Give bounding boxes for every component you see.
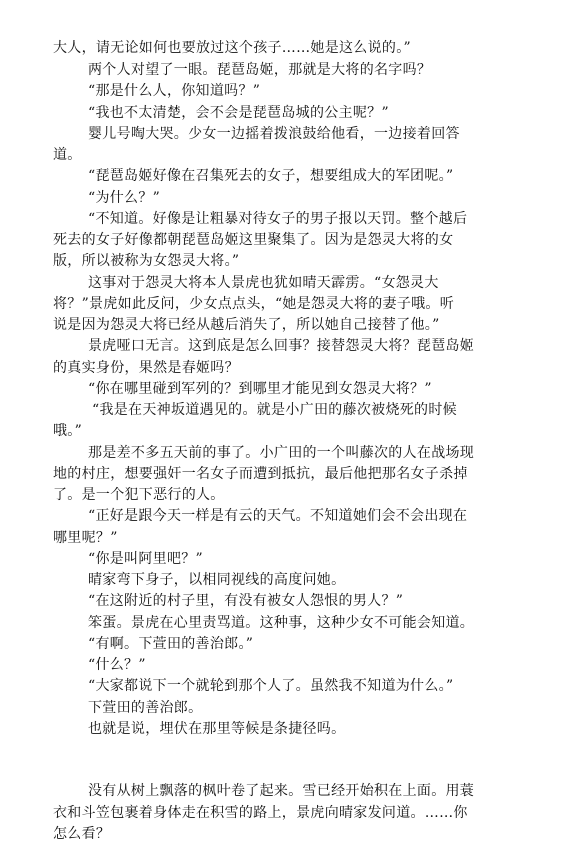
text-line: 这事对于怨灵大将本人景虎也犹如晴天霹雳。“女怨灵大 [88,275,439,291]
text-line: 哪里呢？” [53,530,118,546]
text-line: “琵琶岛姬好像在召集死去的女子，想要组成大的军团呢。” [88,168,454,184]
text-line: “什么？” [88,657,146,673]
text-line: “我是在天神坂道遇见的。就是小广田的藤次被烧死的时候 [92,402,457,418]
text-line: 笨蛋。景虎在心里责骂道。这种事，这种少女不可能会知道。 [88,615,475,631]
text-line: 死去的女子好像都朝琵琶岛姬这里聚集了。因为是怨灵大将的女 [53,232,454,248]
text-line: “你是叫阿里吧？” [88,551,204,567]
text-line: “那是什么人，你知道吗？” [88,83,261,99]
text-line: 晴家弯下身子，以相同视线的高度问她。 [88,572,346,588]
text-line: “不知道。好像是让粗暴对待女子的男子报以天罚。整个越后 [88,211,468,227]
text-line: 婴儿号啕大哭。少女一边摇着拨浪鼓给他看，一边接着回答 [88,126,460,142]
text-line: 没有从树上飘落的枫叶卷了起来。雪已经开始积在上面。用蓑 [88,783,475,799]
text-line: 也就是说，埋伏在那里等候是条捷径吗。 [88,721,346,737]
text-line: 道。 [53,147,82,163]
text-line: 版，所以被称为女怨灵大将。” [53,253,240,269]
text-line: “为什么？” [88,190,161,206]
text-line: 两个人对望了一眼。琵琶岛姬，那就是大将的名字吗？ [88,62,432,78]
text-line: 景虎哑口无言。这到底是怎么回事？接替怨灵大将？琵琶岛姬 [88,338,475,354]
text-line: 的真实身份，果然是春姬吗？ [53,360,239,376]
text-line: 地的村庄，想要强奸一名女子而遭到抵抗，最后他把那名女子杀掉 [53,466,468,482]
text-line: 衣和斗笠包裹着身体走在积雪的路上，景虎向晴家发问道。……你 [53,805,468,821]
text-line: 说是因为怨灵大将已经从越后消失了，所以她自己接替了他。” [53,317,440,333]
text-line: “有啊。下萱田的善治郎。” [88,636,254,652]
text-line: 哦。” [53,423,83,439]
text-line: 大人，请无论如何也要放过这个孩子……她是这么说的。” [53,40,411,56]
text-line: 那是差不多五天前的事了。小广田的一个叫藤次的人在战场现 [88,445,475,461]
text-line: “大家都说下一个就轮到那个人了。虽然我不知道为什么。” [88,678,454,694]
text-line: “正好是跟今天一样是有云的天气。不知道她们会不会出现在 [88,508,468,524]
text-line: 了。是一个犯下恶行的人。 [53,487,225,503]
text-line: “你在哪里碰到军列的？到哪里才能见到女怨灵大将？” [88,381,432,397]
text-line: 将？”景虎如此反问，少女点点头，“她是怨灵大将的妻子哦。听 [53,296,455,312]
text-line: 怎么看？ [53,826,111,842]
text-line: 下萱田的善治郎。 [88,700,203,716]
text-line: “我也不太清楚，会不会是琵琶岛城的公主呢？” [88,105,389,121]
text-line: “在这附近的村子里，有没有被女人怨恨的男人？” [88,593,404,609]
